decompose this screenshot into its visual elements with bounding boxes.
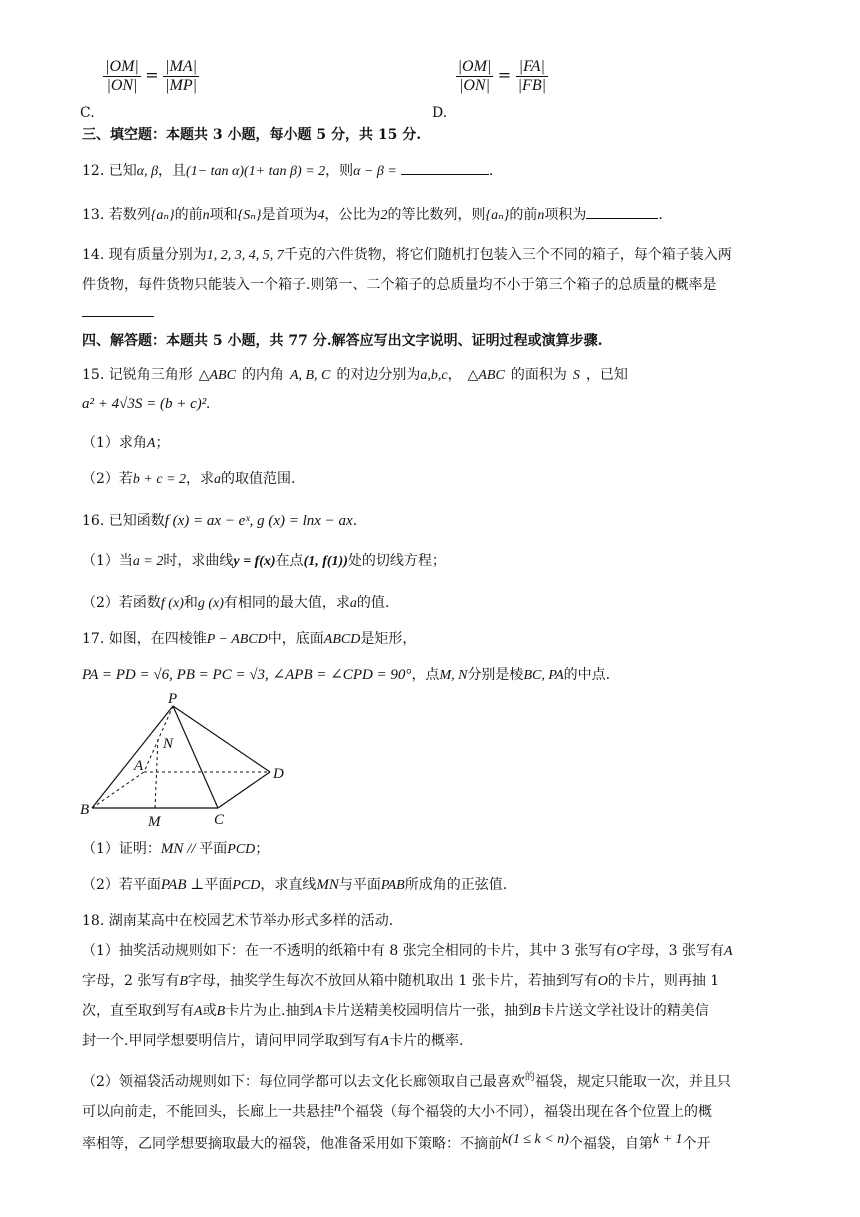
option-d-frac-left: $\frac{|OM|}{|ON|}$ bbox=[457, 58, 492, 94]
option-d-label: D. bbox=[432, 104, 448, 121]
answer-blank[interactable] bbox=[586, 204, 658, 219]
option-c-frac-right: $\frac{|MA|}{|MP|}$ bbox=[165, 58, 198, 94]
label-p: P bbox=[168, 691, 178, 707]
section-4-heading: 四、解答题：本题共 5 小题，共 77 分.解答应写出文字说明、证明过程或演算步骤. bbox=[82, 333, 603, 349]
question-18-part-2-line-2: 可以向前走，不能回头，长廊上一共悬挂n个福袋（每个福袋的大小不同），福袋出现在各个位置上的概 bbox=[82, 1100, 712, 1120]
question-14-line-2: 件货物，每件货物只能装入一个箱子.则第一、二个箱子的总质量均不小于第三个箱子的总质量的概率是 bbox=[82, 277, 717, 293]
label-m: M bbox=[148, 814, 161, 830]
question-18-part-2-line-1: （2）领福袋活动规则如下：每位同学都可以去文化长廊领取自己最喜欢$^的$福袋，规定只能取一次，并且只 bbox=[82, 1072, 731, 1090]
question-18-part-1-line-4: 封一个.甲同学想要明信片，请问甲同学取到写有A卡片的概率. bbox=[82, 1033, 464, 1049]
question-16-part-2: （2）若函数f (x)和g (x)有相同的最大值，求a的值. bbox=[82, 595, 390, 611]
question-15: 15. 记锐角三角形 △ABC 的内角 A, B, C 的对边分别为a,b,c， △ABC 的面积为 S ，已知 bbox=[82, 367, 628, 383]
section-3-heading: 三、填空题：本题共 3 小题，每小题 5 分，共 15 分. bbox=[82, 127, 422, 143]
question-18-part-2-line-3: 率相等，乙同学想要摘取最大的福袋，他准备采用如下策略：不摘前k(1 ≤ k < n)个福袋，自第k + 1个开 bbox=[82, 1132, 711, 1152]
answer-blank[interactable] bbox=[82, 302, 154, 317]
question-12: 12. 已知α, β，且(1− tan α)(1+ tan β) = 2，则α − β = . bbox=[82, 160, 493, 180]
option-d: D. $\frac{|OM|}{|ON|}$ = $\frac{|FA|}{|FB|}$ bbox=[432, 58, 546, 121]
answer-blank[interactable] bbox=[401, 160, 489, 175]
question-18-part-1-line-3: 次，直至取到写有A或B卡片为止.抽到A卡片送精美校园明信片一张，抽到B卡片送文学社设计的精美信 bbox=[82, 1003, 709, 1019]
label-a: A bbox=[134, 758, 144, 774]
question-17-part-2: （2）若平面PAB ⊥平面PCD，求直线MN与平面PAB所成角的正弦值. bbox=[82, 877, 508, 893]
question-17: 17. 如图，在四棱锥P − ABCD中，底面ABCD是矩形， bbox=[82, 631, 417, 647]
question-18-part-1-line-1: （1）抽奖活动规则如下：在一不透明的纸箱中有 8 张完全相同的卡片，其中 3 张写有O字母，3 张写有A bbox=[82, 943, 733, 959]
question-18: 18. 湖南某高中在校园艺术节举办形式多样的活动. bbox=[82, 913, 394, 929]
option-c: C. $\frac{|OM|}{|ON|}$ = $\frac{|MA|}{|MP|}$ bbox=[80, 58, 198, 121]
question-14-line-1: 14. 现有质量分别为1, 2, 3, 4, 5, 7千克的六件货物，将它们随机打包装入三个不同的箱子，每个箱子装入两 bbox=[82, 247, 732, 263]
option-c-frac-left: $\frac{|OM|}{|ON|}$ bbox=[105, 58, 139, 94]
label-n: N bbox=[163, 736, 174, 752]
question-16: 16. 已知函数f (x) = ax − eˣ, g (x) = lnx − ax. bbox=[82, 513, 358, 529]
question-15-part-2: （2）若b + c = 2，求a的取值范围. bbox=[82, 471, 296, 487]
question-13: 13. 若数列{aₙ}的前n项和{Sₙ}是首项为4，公比为2的等比数列，则{aₙ}的前n项积为 . bbox=[82, 204, 663, 224]
question-15-part-1: （1）求角A； bbox=[82, 435, 170, 451]
question-17-conditions: PA = PD = √6, PB = PC = √3, ∠APB = ∠CPD = 90°，点M, N分别是棱BC, PA的中点. bbox=[82, 667, 611, 683]
question-15-formula: a² + 4√3S = (b + c)². bbox=[82, 396, 210, 412]
label-c: C bbox=[214, 812, 225, 828]
pyramid-figure bbox=[78, 690, 298, 830]
option-d-frac-right: $\frac{|FA|}{|FB|}$ bbox=[517, 58, 546, 94]
question-17-part-1: （1）证明：MN // 平面PCD； bbox=[82, 841, 270, 857]
label-d: D bbox=[273, 766, 284, 782]
label-b: B bbox=[80, 802, 90, 818]
question-16-part-1: （1）当a = 2时，求曲线y = f(x)在点(1, f(1))处的切线方程； bbox=[82, 553, 446, 569]
option-c-label: C. bbox=[80, 104, 95, 121]
question-18-part-1-line-2: 字母，2 张写有B字母，抽奖学生每次不放回从箱中随机取出 1 张卡片，若抽到写有O的卡片，则再抽 1 bbox=[82, 973, 720, 989]
